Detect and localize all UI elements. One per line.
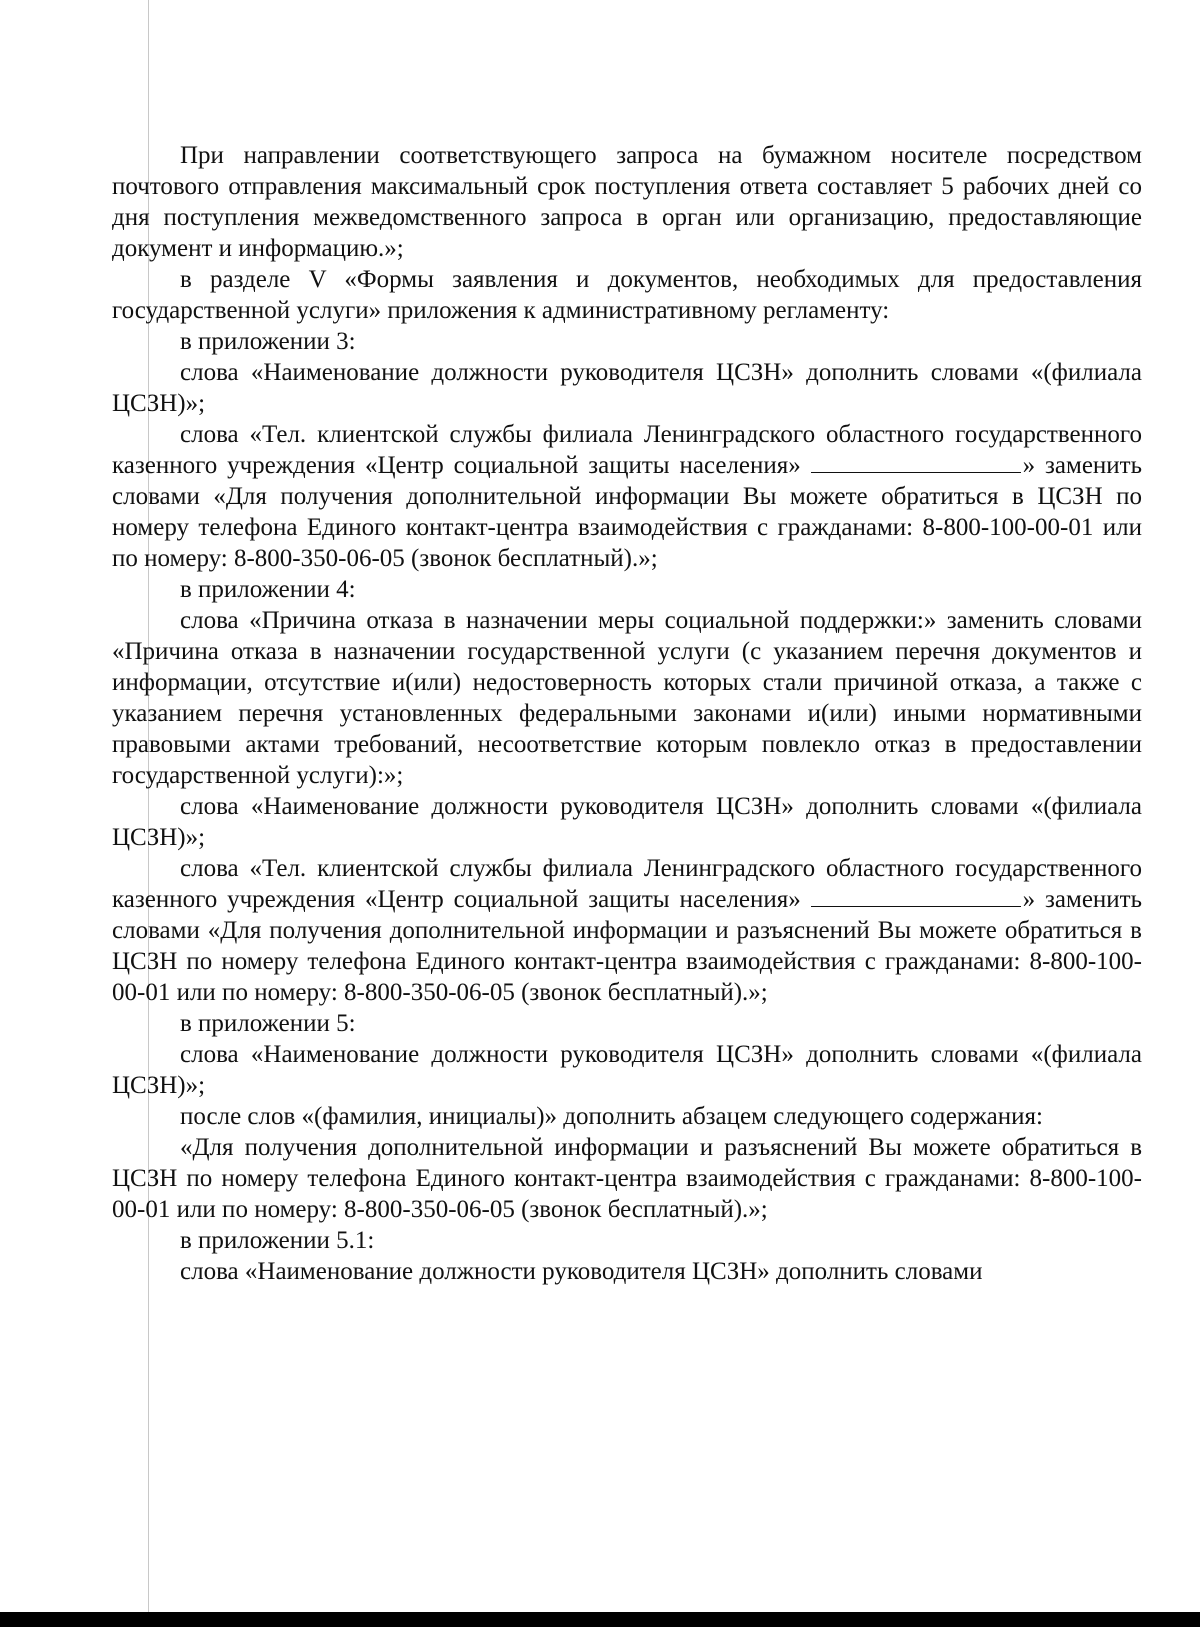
paragraph: после слов «(фамилия, инициалы)» дополнить абзацем следующего содержания: (180, 1103, 1043, 1130)
paragraph: в разделе V «Формы заявления и документов, необходимых для предоставления государственной услуги» приложения к административному регламенту: (112, 266, 1142, 324)
blank-line (811, 886, 1021, 907)
paragraph: в приложении 4: (180, 576, 356, 603)
paragraph: слова «Причина отказа в назначении меры социальной поддержки:» заменить словами «Причина отказа в назначении государственной услуги (с указанием перечня документов и информации, отсутствие и(или) недостоверность которых стали причиной отказа, а также с указанием перечня установленных федеральными законами и(или) иными нормативными правовыми актами требований, несоответствие которым повлекло отказ в предоставлении государственной услуги):»; (112, 607, 1142, 789)
paragraph-text: » заменить словами «Для получения дополнительной информации и разъяснений Вы можете обратиться в ЦСЗН по номеру телефона Единого контакт-центра взаимодействия с гражданами: 8-800-100-00-01 или по номеру: 8-800-350-06-05 (звонок бесплатный).»; (112, 886, 1142, 1006)
paragraph: в приложении 5: (180, 1010, 356, 1037)
document-body (112, 140, 1142, 1287)
blank-line (811, 452, 1021, 473)
paragraph-text: слова «Тел. клиентской службы филиала Ленинградского областного государственного казенного учреждения «Центр социальной защиты населения» (112, 421, 1142, 479)
paragraph: в приложении 5.1: (180, 1227, 375, 1254)
paragraph-text: слова «Тел. клиентской службы филиала Ленинградского областного государственного казенного учреждения «Центр социальной защиты населения» (112, 855, 1142, 913)
paragraph: слова «Наименование должности руководителя ЦСЗН» дополнить словами «(филиала ЦСЗН)»; (112, 1041, 1142, 1099)
paragraph: слова «Наименование должности руководителя ЦСЗН» дополнить словами (180, 1258, 983, 1285)
paragraph (112, 419, 1142, 574)
paragraph: При направлении соответствующего запроса на бумажном носителе посредством почтового отправления максимальный срок поступления ответа составляет 5 рабочих дней со дня поступления межведомственного запроса в орган или организацию, предоставляющие документ и информацию.»; (112, 142, 1142, 262)
paragraph (112, 853, 1142, 1008)
paragraph: слова «Наименование должности руководителя ЦСЗН» дополнить словами «(филиала ЦСЗН)»; (112, 793, 1142, 851)
paragraph: «Для получения дополнительной информации и разъяснений Вы можете обратиться в ЦСЗН по номеру телефона Единого контакт-центра взаимодействия с гражданами: 8-800-100-00-01 или по номеру: 8-800-350-06-05 (звонок бесплатный).»; (112, 1134, 1142, 1223)
paragraph: слова «Наименование должности руководителя ЦСЗН» дополнить словами «(филиала ЦСЗН)»; (112, 359, 1142, 417)
paragraph-text: » заменить словами «Для получения дополнительной информации Вы можете обратиться в ЦСЗН по номеру телефона Единого контакт-центра взаимодействия с гражданами: 8-800-100-00-01 или по номеру: 8-800-350-06-05 (звонок бесплатный).»; (112, 452, 1142, 572)
scan-bottom-border (0, 1612, 1200, 1627)
paragraph: в приложении 3: (180, 328, 356, 355)
